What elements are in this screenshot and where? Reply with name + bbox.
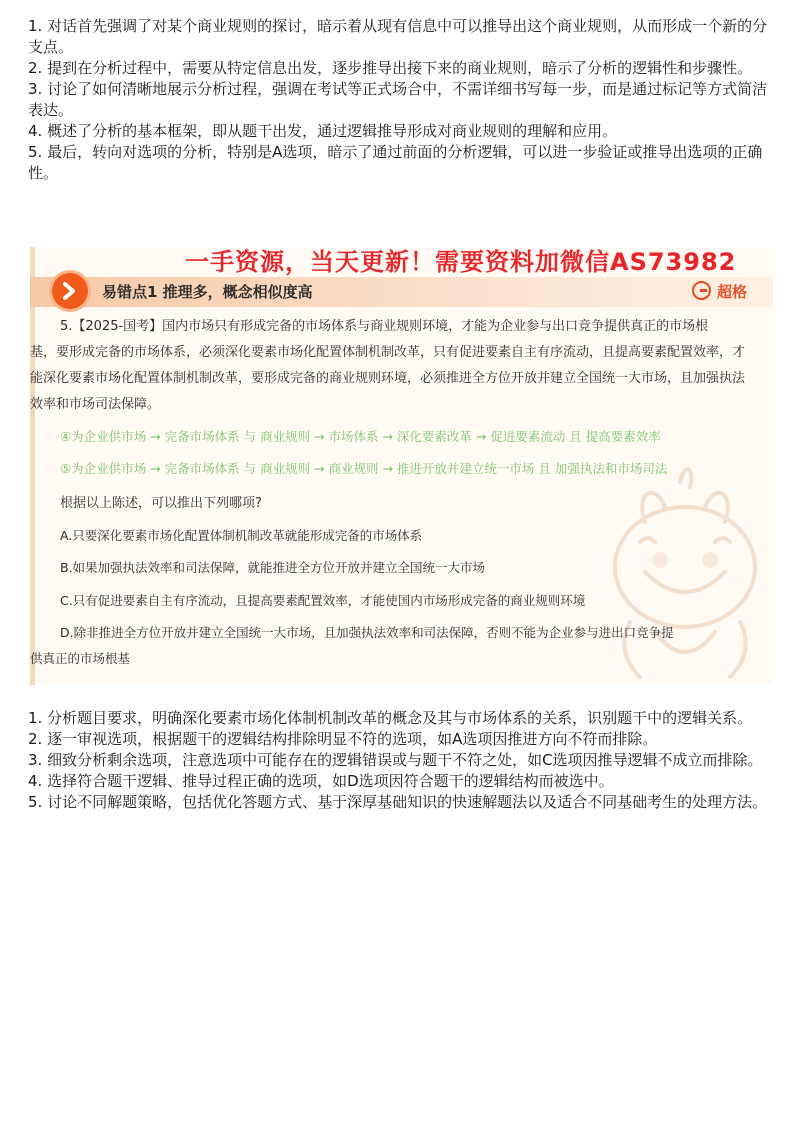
brand-g-icon — [692, 281, 711, 300]
note-item: 2. 逐一审视选项，根据题干的逻辑结构排除明显不符的选项，如A选项因推进方向不符而排除。 — [28, 730, 658, 748]
note-item: 5. 讨论不同解题策略，包括优化答题方式、基于深厚基础知识的快速解题法以及适合不同基础考生的处理方法。 — [28, 793, 768, 811]
note-item: 1. 对话首先强调了对某个商业规则的探讨，暗示着从现有信息中可以推导出这个商业规则，从而形成一个新的分支点。 — [28, 17, 768, 56]
option-c: C.只有促进要素自主有序流动，且提高要素配置效率，才能使国内市场形成完备的商业规则环境 — [60, 593, 586, 608]
question-body: 基，要形成完备的市场体系，必须深化要素市场化配置体制机制改革，只有促进要素自主有序流动，且提高要素配置效率，才能深化要素市场化配置体制机制改革，要形成完备的商业规则环境，必须推进全方位开放并建立全国统一大市场，且加强执法效率和市场司法保障。 — [30, 345, 746, 412]
question-stem: 根据以上陈述，可以推出下列哪项? — [60, 496, 262, 511]
note-item: 2. 提到在分析过程中，需要从特定信息出发，逐步推导出接下来的商业规则，暗示了分析的逻辑性和步骤性。 — [28, 59, 753, 77]
option-d — [30, 620, 750, 672]
chevron-right-icon — [61, 282, 79, 300]
option-d-line-1: D.除非推进全方位开放并建立全国统一大市场，且加强执法效率和司法保障，否则不能为企业参与进出口竞争提 — [60, 625, 674, 640]
option-b: B.如果加强执法效率和司法保障，就能推进全方位开放并建立全国统一大市场 — [60, 560, 486, 575]
reasoning-chain-4: ④为企业供市场 → 完备市场体系 与 商业规则 → 市场体系 → 深化要素改革 → 促进要素流动 且 提高要素效率 — [60, 429, 661, 444]
question-slide-image — [30, 247, 773, 685]
arrow-badge — [52, 273, 88, 309]
reasoning-chain-5: ⑤为企业供市场 → 完备市场体系 与 商业规则 → 商业规则 → 推进开放并建立统一市场 且 加强执法和市场司法 — [60, 461, 668, 476]
slide-left-border — [30, 247, 35, 685]
question-text — [30, 314, 773, 418]
slide-header-title: 易错点1 推理多，概念相似度高 — [102, 283, 313, 301]
note-item: 3. 讨论了如何清晰地展示分析过程，强调在考试等正式场合中，不需详细书写每一步，而是通过标记等方式简洁表达。 — [28, 80, 768, 119]
note-item: 1. 分析题目要求，明确深化要素市场化体制机制改革的概念及其与市场体系的关系，识别题干中的逻辑关系。 — [28, 709, 753, 727]
note-item: 5. 最后，转向对选项的分析，特别是A选项，暗示了通过前面的分析逻辑，可以进一步验证或推导出选项的正确性。 — [28, 143, 763, 182]
option-d-line-2: 供真正的市场根基 — [30, 651, 131, 666]
brand-logo-text: 超格 — [716, 283, 747, 301]
watermark-text: 一手资源，当天更新！需要资料加微信AS73982 — [185, 248, 737, 276]
note-item: 3. 细致分析剩余选项，注意选项中可能存在的逻辑错误或与题干不符之处，如C选项因推导逻辑不成立而排除。 — [28, 751, 763, 769]
summary-notes-bottom — [28, 708, 776, 813]
brand-logo — [692, 277, 747, 307]
note-item: 4. 概述了分析的基本框架，即从题干出发，通过逻辑推导形成对商业规则的理解和应用。 — [28, 122, 618, 140]
note-item: 4. 选择符合题干逻辑、推导过程正确的选项，如D选项因符合题干的逻辑结构而被选中。 — [28, 772, 614, 790]
option-a: A.只要深化要素市场化配置体制机制改革就能形成完备的市场体系 — [60, 528, 423, 543]
summary-notes-top — [28, 16, 776, 184]
question-line-1: 5.【2025-国考】国内市场只有形成完备的市场体系与商业规则环境，才能为企业参与出口竞争提供真正的市场根 — [60, 319, 709, 334]
